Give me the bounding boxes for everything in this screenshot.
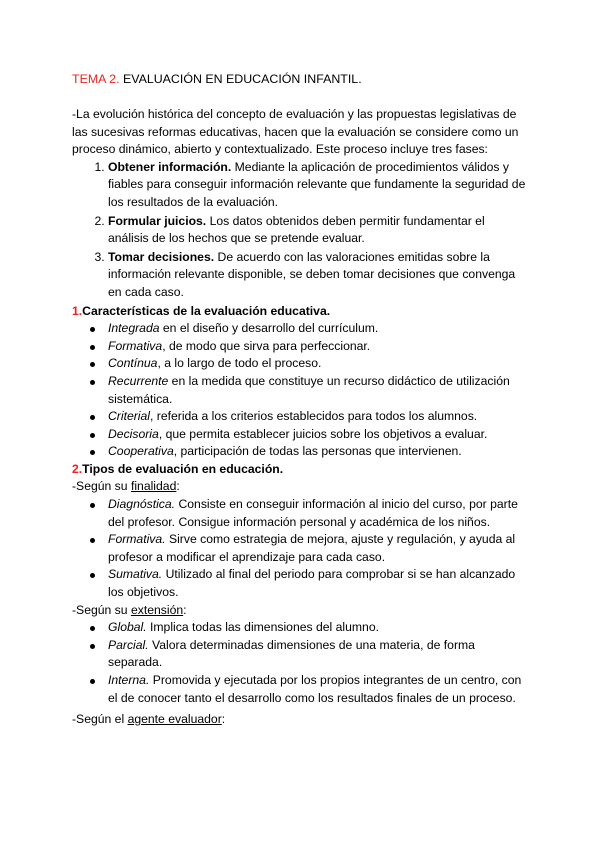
title-number: TEMA 2. <box>72 72 120 86</box>
group-prefix: -Según su <box>72 602 131 617</box>
group-heading-extension <box>72 602 528 620</box>
group-suffix: : <box>183 602 187 617</box>
phase-term: Tomar decisiones. <box>108 249 215 264</box>
item-term: Formativa. <box>108 532 166 547</box>
phase-item <box>108 213 528 248</box>
list-item <box>108 408 528 426</box>
section-2-heading <box>72 461 528 479</box>
group-heading-finalidad <box>72 478 528 496</box>
group-suffix: : <box>176 479 180 494</box>
intro-paragraph: -La evolución histórica del concepto de evaluación y las propuestas legislativas de las sucesivas reformas educativas, hacen que la evaluación se considere como un proceso dinámico, abierto y contextualizado. Este proceso incluye tres fases: <box>72 107 519 157</box>
bullet-icon <box>90 644 95 649</box>
phase-text: Los datos obtenidos deben permitir fundamentar el análisis de los hechos que se pretende evaluar. <box>108 213 485 246</box>
list-item <box>108 566 528 601</box>
section-2-number: 2. <box>72 461 83 476</box>
list-item <box>108 496 528 531</box>
item-term: Recurrente <box>108 373 169 388</box>
item-text: Valora determinadas dimensiones de una materia, de forma separada. <box>108 637 475 670</box>
item-text: Promovida y ejecutada por los propios integrantes de un centro, con el de conocer tanto el desarrollo como los resultados finales de un proceso. <box>108 673 522 705</box>
item-text: Sirve como estrategia de mejora, ajuste y regulación, y ayuda al profesor a modificar el aprendizaje para cada caso. <box>108 532 516 564</box>
list-item <box>108 338 528 356</box>
group-heading-agente <box>72 711 528 729</box>
phase-term: Obtener información. <box>108 159 232 174</box>
phase-term: Formular juicios. <box>108 213 207 228</box>
document-body <box>72 70 528 729</box>
bullet-icon <box>90 415 95 420</box>
list-item <box>108 443 528 461</box>
section-1-title: Características de la evaluación educativa. <box>82 303 331 318</box>
phases-list <box>72 159 528 302</box>
bullet-icon <box>90 626 95 631</box>
group-keyword: extensión <box>130 602 184 617</box>
bullet-icon <box>90 538 95 543</box>
item-text: , a lo largo de todo el proceso. <box>157 356 322 371</box>
phase-text: De acuerdo con las valoraciones emitidas sobre la información relevante disponible, se deben tomar decisiones que convenga en cada caso. <box>108 249 516 299</box>
group-prefix: -Según el <box>72 712 128 727</box>
section-1-number: 1. <box>72 303 83 318</box>
list-item <box>108 320 528 338</box>
section-2-title: Tipos de evaluación en educación. <box>82 461 284 476</box>
bullet-icon <box>90 433 95 438</box>
characteristics-list <box>72 320 528 461</box>
item-term: Formativa <box>108 338 163 353</box>
bullet-icon <box>90 327 95 332</box>
item-term: Interna. <box>108 673 150 687</box>
list-item <box>108 426 528 444</box>
page-title <box>72 70 528 88</box>
item-text: , participación de todas las personas que intervienen. <box>173 444 462 459</box>
bullet-icon <box>90 345 95 350</box>
bullet-icon <box>90 503 95 508</box>
bullet-icon <box>90 679 95 684</box>
item-term: Decisoria <box>108 426 159 441</box>
phase-item <box>108 159 528 212</box>
item-text: , de modo que sirva para perfeccionar. <box>162 338 371 353</box>
group-prefix: -Según su <box>72 479 131 494</box>
item-term: Global. <box>108 620 147 635</box>
item-text: Consiste en conseguir información al inicio del curso, por parte del profesor. Consigue información personal y académica de los niños. <box>108 497 518 529</box>
item-text: en el diseño y desarrollo del currículum. <box>159 321 379 336</box>
title-text: EVALUACIÓN EN EDUCACIÓN INFANTIL. <box>119 72 362 86</box>
list-item <box>108 619 528 637</box>
list-item <box>108 531 528 566</box>
bullet-icon <box>90 450 95 455</box>
bullet-icon <box>90 573 95 578</box>
item-term: Integrada <box>108 321 160 336</box>
item-term: Cooperativa <box>108 444 174 459</box>
item-term: Diagnóstica. <box>108 497 176 512</box>
list-item <box>108 355 528 373</box>
bullet-icon <box>90 362 95 367</box>
phase-text: Mediante la aplicación de procedimientos válidos y fiables para conseguir información relevante que fundamente la seguridad de los resultados de la evaluación. <box>108 159 526 209</box>
item-term: Contínua <box>108 356 158 371</box>
list-item <box>108 373 528 408</box>
item-text: en la medida que constituye un recurso didáctico de utilización sistemática. <box>108 373 510 406</box>
finalidad-list <box>72 496 528 602</box>
group-keyword: finalidad <box>130 479 177 494</box>
section-1-heading <box>72 303 528 321</box>
item-text: Implica todas las dimensiones del alumno. <box>146 620 379 635</box>
group-suffix: : <box>221 712 226 727</box>
item-term: Sumativa. <box>108 567 163 582</box>
item-term: Criterial <box>108 409 150 424</box>
list-item <box>108 672 528 707</box>
extension-list <box>72 619 528 707</box>
item-text: Utilizado al final del periodo para comprobar si se han alcanzado los objetivos. <box>108 567 516 600</box>
item-term: Parcial. <box>108 637 149 652</box>
item-text: , que permita establecer juicios sobre los objetivos a evaluar. <box>158 426 488 441</box>
list-item <box>108 637 528 672</box>
phase-item <box>108 249 528 302</box>
group-keyword: agente evaluador <box>127 712 222 727</box>
item-text: , referida a los criterios establecidos para todos los alumnos. <box>149 409 478 424</box>
bullet-icon <box>90 380 95 385</box>
